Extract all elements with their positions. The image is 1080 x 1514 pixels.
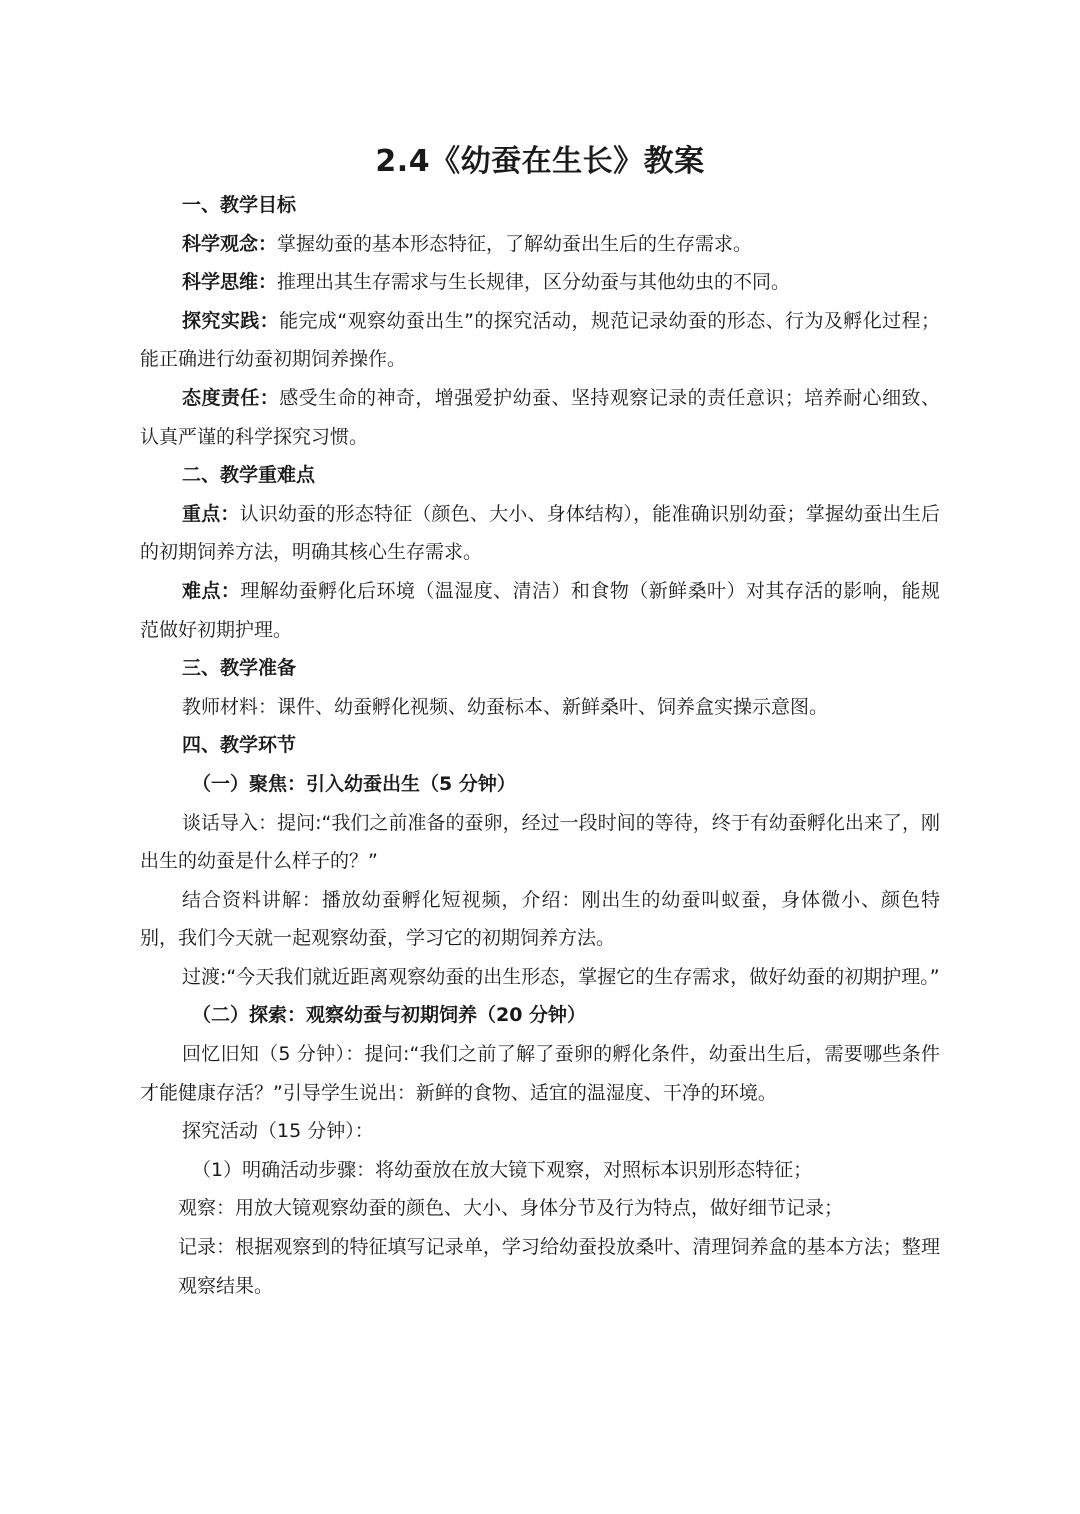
preparation-materials: 教师材料：课件、幼蚕孵化视频、幼蚕标本、新鲜桑叶、饲养盒实操示意图。 — [182, 695, 829, 718]
section-heading-procedure: 四、教学环节 — [182, 734, 297, 757]
objective-text: 推理出其生存需求与生长规律，区分幼蚕与其他幼虫的不同。 — [277, 271, 791, 294]
objective-science-concept — [140, 225, 940, 264]
section-heading-preparation: 三、教学准备 — [182, 657, 297, 680]
paragraph-material-explanation: 结合资料讲解：播放幼蚕孵化短视频，介绍：刚出生的幼蚕叫蚁蚕，身体微小、颜色特别，我们今天就一起观察幼蚕，学习它的初期饲养方法。 — [140, 888, 940, 950]
difficulty-text: 理解幼蚕孵化后环境（温湿度、清洁）和食物（新鲜桑叶）对其存活的影响，能规范做好初期护理。 — [140, 579, 940, 641]
objective-label: 科学观念： — [182, 232, 278, 255]
objective-text: 能完成“观察幼蚕出生”的探究活动，规范记录幼蚕的形态、行为及孵化过程；能正确进行幼蚕初期饲养操作。 — [140, 309, 940, 371]
objective-text: 掌握幼蚕的基本形态特征，了解幼蚕出生后的生存需求。 — [277, 232, 753, 255]
activity-step-record: 记录：根据观察到的特征填写记录单，学习给幼蚕投放桑叶、清理饲养盒的基本方法；整理观察结果。 — [178, 1236, 940, 1297]
objective-text: 感受生命的神奇，增强爱护幼蚕、坚持观察记录的责任意识；培养耐心细致、认真严谨的科学探究习惯。 — [140, 386, 940, 448]
activity-step-observe: 观察：用放大镜观察幼蚕的颜色、大小、身体分节及行为特点，做好细节记录； — [178, 1197, 844, 1220]
difficulty-label: 难点： — [182, 579, 241, 602]
document-body — [140, 186, 940, 1305]
key-point-label: 重点： — [182, 502, 240, 525]
objective-attitude — [140, 379, 940, 456]
key-point-text: 认识幼蚕的形态特征（颜色、大小、身体结构），能准确识别幼蚕；掌握幼蚕出生后的初期饲养方法，明确其核心生存需求。 — [140, 502, 940, 564]
objective-label: 态度责任： — [182, 386, 280, 409]
section-heading-objectives: 一、教学目标 — [182, 194, 297, 216]
objective-science-thinking — [140, 263, 940, 302]
difficulty-point — [140, 572, 940, 649]
paragraph-transition: 过渡:“今天我们就近距离观察幼蚕的出生形态，掌握它的生存需求，做好幼蚕的初期护理。” — [182, 965, 940, 988]
objective-label: 探究实践： — [182, 309, 280, 332]
page-title: 2.4《幼蚕在生长》教案 — [375, 144, 705, 179]
paragraph-review: 回忆旧知（5 分钟）：提问:“我们之前了解了蚕卵的孵化条件，幼蚕出生后，需要哪些条件才能健康存活？”引导学生说出：新鲜的食物、适宜的温湿度、干净的环境。 — [140, 1043, 940, 1104]
objective-label: 科学思维： — [182, 271, 278, 294]
subsection-heading-explore: （二）探索：观察幼蚕与初期饲养（20 分钟） — [192, 1004, 587, 1027]
objective-inquiry-practice — [140, 302, 940, 379]
activity-step-1: （1）明确活动步骤：将幼蚕放在放大镜下观察，对照标本识别形态特征； — [192, 1158, 813, 1181]
subsection-heading-focus: （一）聚焦：引入幼蚕出生（5 分钟） — [192, 772, 516, 795]
key-point — [140, 495, 940, 572]
paragraph-intro-talk: 谈话导入：提问:“我们之前准备的蚕卵，经过一段时间的等待，终于有幼蚕孵化出来了，刚出生的幼蚕是什么样子的？” — [140, 811, 940, 873]
paragraph-activity: 探究活动（15 分钟）： — [182, 1120, 374, 1143]
section-heading-key-points: 二、教学重难点 — [182, 464, 316, 487]
